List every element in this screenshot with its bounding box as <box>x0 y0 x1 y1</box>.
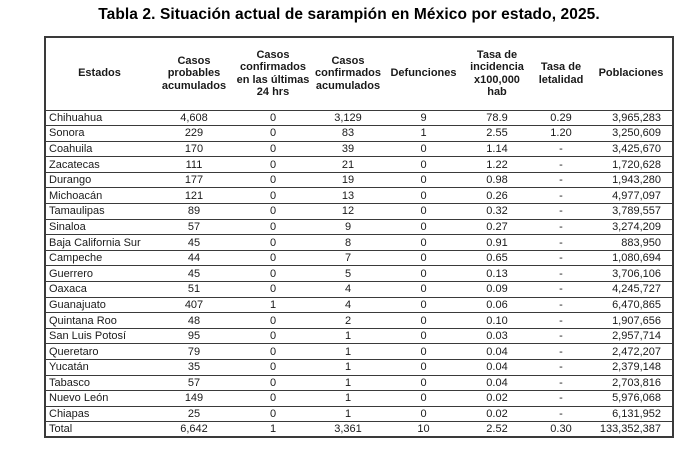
cell-poblaciones: 2,379,148 <box>612 361 661 374</box>
cell-casos-confirmados-acumulados: 3,129 <box>334 111 362 124</box>
cell-casos-confirmados-24h: 0 <box>269 220 277 233</box>
cell-estado: Guanajuato <box>49 298 106 311</box>
cell-casos-probables-acumulados: 149 <box>184 392 204 405</box>
cell-defunciones: 0 <box>420 408 427 421</box>
cell-defunciones: 0 <box>420 361 427 374</box>
cell-casos-probables-acumulados: 121 <box>184 189 204 202</box>
cell-estado: Zacatecas <box>49 158 100 171</box>
cell-tasa-letalidad: - <box>559 189 563 202</box>
cell-poblaciones: 6,470,865 <box>612 298 661 311</box>
cell-defunciones: 0 <box>420 158 427 171</box>
cell-casos-confirmados-24h: 1 <box>269 298 277 311</box>
cell-casos-confirmados-24h: 0 <box>269 330 277 343</box>
cell-casos-probables-acumulados: 177 <box>184 174 204 187</box>
cell-defunciones: 0 <box>420 189 427 202</box>
cell-casos-probables-acumulados: 79 <box>187 345 201 358</box>
cell-casos-probables-acumulados: 6,642 <box>180 423 208 436</box>
cell-poblaciones: 4,245,727 <box>612 283 661 296</box>
cell-estado: Tabasco <box>49 376 90 389</box>
cell-casos-confirmados-acumulados: 7 <box>344 252 352 265</box>
measles-by-state-table <box>44 36 674 438</box>
cell-tasa-incidencia: 0.27 <box>486 220 508 233</box>
cell-estado: Sinaloa <box>49 220 86 233</box>
cell-casos-probables-acumulados: 89 <box>187 205 201 218</box>
cell-tasa-incidencia: 0.04 <box>486 345 508 358</box>
cell-casos-confirmados-acumulados: 13 <box>341 189 355 202</box>
table-row <box>45 297 673 313</box>
cell-tasa-letalidad: - <box>559 142 563 155</box>
cell-tasa-incidencia: 0.04 <box>486 361 508 374</box>
cell-casos-confirmados-acumulados: 83 <box>341 127 355 140</box>
cell-tasa-letalidad: - <box>559 158 563 171</box>
cell-poblaciones: 3,965,283 <box>612 111 661 124</box>
table-row <box>45 375 673 391</box>
cell-casos-confirmados-24h: 0 <box>269 127 277 140</box>
cell-tasa-letalidad: 0.29 <box>550 111 572 124</box>
table-row <box>45 110 673 126</box>
cell-tasa-letalidad: 0.30 <box>550 423 572 436</box>
cell-tasa-incidencia: 1.14 <box>486 142 508 155</box>
cell-poblaciones: 133,352,387 <box>599 423 661 436</box>
cell-casos-probables-acumulados: 25 <box>187 408 201 421</box>
table-row <box>45 126 673 142</box>
cell-poblaciones: 6,131,952 <box>612 408 661 421</box>
table-row <box>45 360 673 376</box>
col-header-estado: Estados <box>45 37 153 110</box>
cell-estado: Nuevo León <box>49 392 109 405</box>
cell-tasa-incidencia: 0.32 <box>486 205 508 218</box>
cell-casos-probables-acumulados: 229 <box>184 127 204 140</box>
table-body <box>45 110 673 437</box>
cell-defunciones: 0 <box>420 392 427 405</box>
cell-estado: Queretaro <box>49 345 99 358</box>
cell-defunciones: 9 <box>420 111 427 124</box>
cell-tasa-letalidad: - <box>559 345 563 358</box>
cell-defunciones: 0 <box>420 330 427 343</box>
cell-defunciones: 0 <box>420 283 427 296</box>
cell-estado: Total <box>49 423 73 436</box>
cell-defunciones: 0 <box>420 267 427 280</box>
cell-tasa-incidencia: 0.13 <box>486 267 508 280</box>
cell-estado: Sonora <box>49 127 85 140</box>
cell-tasa-letalidad: - <box>559 408 563 421</box>
cell-estado: Coahuila <box>49 142 93 155</box>
cell-casos-probables-acumulados: 111 <box>185 158 203 171</box>
col-header-casos-confirmados-acumulados: Casos confirmados acumulados <box>311 37 385 110</box>
cell-casos-confirmados-acumulados: 2 <box>344 314 352 327</box>
cell-tasa-incidencia: 0.03 <box>486 330 508 343</box>
cell-tasa-incidencia: 0.10 <box>486 314 508 327</box>
cell-poblaciones: 883,950 <box>621 236 661 249</box>
cell-defunciones: 0 <box>420 220 427 233</box>
cell-casos-confirmados-24h: 0 <box>269 174 277 187</box>
cell-poblaciones: 3,789,557 <box>612 205 661 218</box>
cell-estado: San Luis Potosí <box>49 330 127 343</box>
cell-casos-confirmados-acumulados: 4 <box>344 283 352 296</box>
cell-casos-confirmados-acumulados: 1 <box>344 392 352 405</box>
cell-casos-confirmados-24h: 0 <box>269 345 277 358</box>
cell-casos-confirmados-acumulados: 1 <box>344 361 352 374</box>
col-header-casos-confirmados-24h: Casos confirmados en las últimas 24 hrs <box>235 37 311 110</box>
cell-casos-confirmados-24h: 0 <box>269 205 277 218</box>
cell-casos-confirmados-acumulados: 1 <box>344 408 352 421</box>
cell-tasa-letalidad: - <box>559 392 563 405</box>
cell-defunciones: 0 <box>420 252 427 265</box>
cell-estado: Chiapas <box>49 408 90 421</box>
cell-estado: Guerrero <box>49 267 94 280</box>
table-header <box>45 37 673 110</box>
cell-defunciones: 0 <box>420 205 427 218</box>
cell-tasa-letalidad: - <box>559 252 563 265</box>
cell-casos-probables-acumulados: 57 <box>187 376 201 389</box>
cell-tasa-incidencia: 0.65 <box>486 252 508 265</box>
col-header-tasa-incidencia: Tasa de incidencia x100,000 hab <box>462 37 532 110</box>
cell-casos-probables-acumulados: 407 <box>184 298 204 311</box>
cell-tasa-letalidad: - <box>559 314 563 327</box>
col-header-defunciones: Defunciones <box>385 37 462 110</box>
table-row <box>45 141 673 157</box>
cell-poblaciones: 5,976,068 <box>612 392 661 405</box>
cell-casos-confirmados-24h: 0 <box>269 158 277 171</box>
cell-casos-confirmados-acumulados: 1 <box>344 330 352 343</box>
cell-tasa-incidencia: 0.02 <box>486 408 508 421</box>
cell-tasa-letalidad: - <box>559 361 563 374</box>
cell-defunciones: 0 <box>420 236 427 249</box>
cell-casos-probables-acumulados: 45 <box>187 267 201 280</box>
cell-casos-confirmados-24h: 0 <box>269 361 277 374</box>
cell-casos-probables-acumulados: 170 <box>184 142 204 155</box>
cell-defunciones: 10 <box>417 423 430 436</box>
cell-poblaciones: 1,720,628 <box>612 158 661 171</box>
cell-tasa-letalidad: - <box>559 298 563 311</box>
cell-tasa-letalidad: - <box>559 330 563 343</box>
cell-poblaciones: 3,706,106 <box>612 267 661 280</box>
cell-tasa-incidencia: 0.09 <box>486 283 508 296</box>
cell-casos-probables-acumulados: 44 <box>187 252 201 265</box>
col-header-casos-probables-acumulados: Casos probables acumulados <box>153 37 235 110</box>
table-row <box>45 266 673 282</box>
cell-casos-confirmados-acumulados: 5 <box>344 267 352 280</box>
cell-poblaciones: 2,472,207 <box>612 345 661 358</box>
cell-casos-confirmados-24h: 1 <box>269 423 277 436</box>
cell-poblaciones: 2,957,714 <box>612 330 661 343</box>
cell-poblaciones: 3,274,209 <box>612 220 661 233</box>
cell-defunciones: 0 <box>420 376 427 389</box>
cell-tasa-incidencia: 2.52 <box>486 423 508 436</box>
cell-tasa-incidencia: 0.98 <box>486 174 508 187</box>
col-header-tasa-letalidad: Tasa de letalidad <box>532 37 590 110</box>
cell-casos-probables-acumulados: 95 <box>187 330 201 343</box>
cell-casos-probables-acumulados: 48 <box>187 314 201 327</box>
cell-tasa-letalidad: - <box>559 220 563 233</box>
table-row <box>45 344 673 360</box>
table-row <box>45 406 673 422</box>
total-row <box>45 422 673 438</box>
cell-casos-confirmados-acumulados: 8 <box>344 236 352 249</box>
cell-tasa-letalidad: - <box>559 267 563 280</box>
cell-defunciones: 0 <box>420 298 427 311</box>
cell-casos-confirmados-24h: 0 <box>269 189 277 202</box>
cell-casos-confirmados-acumulados: 12 <box>341 205 355 218</box>
cell-casos-confirmados-24h: 0 <box>269 408 277 421</box>
cell-casos-confirmados-24h: 0 <box>269 283 277 296</box>
col-header-poblaciones: Poblaciones <box>590 37 673 110</box>
cell-defunciones: 0 <box>420 345 427 358</box>
cell-tasa-letalidad: - <box>559 174 563 187</box>
table-row <box>45 204 673 220</box>
header-row <box>45 37 673 110</box>
cell-tasa-incidencia: 0.04 <box>486 376 508 389</box>
cell-estado: Yucatán <box>49 361 89 374</box>
cell-estado: Chihuahua <box>49 111 103 124</box>
cell-poblaciones: 1,943,280 <box>612 174 661 187</box>
cell-estado: Tamaulipas <box>49 205 105 218</box>
cell-tasa-letalidad: - <box>559 205 563 218</box>
cell-tasa-incidencia: 0.02 <box>486 392 508 405</box>
table-row <box>45 172 673 188</box>
cell-casos-probables-acumulados: 4,608 <box>180 111 208 124</box>
cell-tasa-letalidad: 1.20 <box>550 127 572 140</box>
cell-estado: Durango <box>49 174 92 187</box>
cell-poblaciones: 2,703,816 <box>612 376 661 389</box>
table-row <box>45 188 673 204</box>
cell-defunciones: 0 <box>420 174 427 187</box>
cell-casos-probables-acumulados: 45 <box>187 236 201 249</box>
cell-tasa-incidencia: 2.55 <box>486 127 508 140</box>
table-row <box>45 157 673 173</box>
table-row <box>45 313 673 329</box>
cell-casos-confirmados-acumulados: 39 <box>341 142 355 155</box>
cell-casos-confirmados-acumulados: 3,361 <box>334 423 362 436</box>
cell-casos-confirmados-24h: 0 <box>269 392 277 405</box>
cell-casos-confirmados-acumulados: 19 <box>341 174 355 187</box>
cell-poblaciones: 3,425,670 <box>612 142 661 155</box>
cell-casos-probables-acumulados: 35 <box>187 361 201 374</box>
cell-poblaciones: 1,080,694 <box>612 252 661 265</box>
cell-casos-confirmados-24h: 0 <box>269 376 277 389</box>
cell-casos-confirmados-24h: 0 <box>269 252 277 265</box>
cell-estado: Oaxaca <box>49 283 87 296</box>
cell-casos-confirmados-acumulados: 1 <box>344 376 352 389</box>
cell-casos-confirmados-24h: 0 <box>269 111 277 124</box>
cell-defunciones: 0 <box>420 142 427 155</box>
cell-casos-confirmados-24h: 0 <box>269 314 277 327</box>
table-row <box>45 391 673 407</box>
cell-estado: Quintana Roo <box>49 314 117 327</box>
cell-tasa-letalidad: - <box>559 283 563 296</box>
cell-casos-confirmados-acumulados: 1 <box>344 345 352 358</box>
table-row <box>45 328 673 344</box>
cell-estado: Michoacán <box>49 189 103 202</box>
cell-casos-confirmados-24h: 0 <box>269 267 277 280</box>
table-row <box>45 219 673 235</box>
cell-tasa-incidencia: 0.06 <box>486 298 508 311</box>
cell-defunciones: 0 <box>420 314 427 327</box>
cell-estado: Campeche <box>49 252 103 265</box>
cell-tasa-incidencia: 1.22 <box>486 158 508 171</box>
cell-tasa-incidencia: 0.91 <box>486 236 508 249</box>
cell-casos-confirmados-acumulados: 21 <box>341 158 355 171</box>
cell-tasa-incidencia: 78.9 <box>486 111 508 124</box>
cell-poblaciones: 3,250,609 <box>612 127 661 140</box>
cell-casos-confirmados-acumulados: 9 <box>344 220 352 233</box>
cell-casos-confirmados-acumulados: 4 <box>344 298 352 311</box>
cell-tasa-letalidad: - <box>559 236 563 249</box>
table-row <box>45 282 673 298</box>
table-row <box>45 250 673 266</box>
cell-estado: Baja California Sur <box>49 236 141 249</box>
cell-tasa-incidencia: 0.26 <box>486 189 508 202</box>
cell-casos-confirmados-24h: 0 <box>269 142 277 155</box>
cell-casos-probables-acumulados: 51 <box>187 283 201 296</box>
cell-casos-confirmados-24h: 0 <box>269 236 277 249</box>
cell-casos-probables-acumulados: 57 <box>187 220 201 233</box>
page-title: Tabla 2. Situación actual de sarampión en México por estado, 2025. <box>98 6 600 23</box>
cell-poblaciones: 1,907,656 <box>612 314 661 327</box>
cell-tasa-letalidad: - <box>559 376 563 389</box>
cell-defunciones: 1 <box>420 127 427 140</box>
table-row <box>45 235 673 251</box>
cell-poblaciones: 4,977,097 <box>612 189 661 202</box>
